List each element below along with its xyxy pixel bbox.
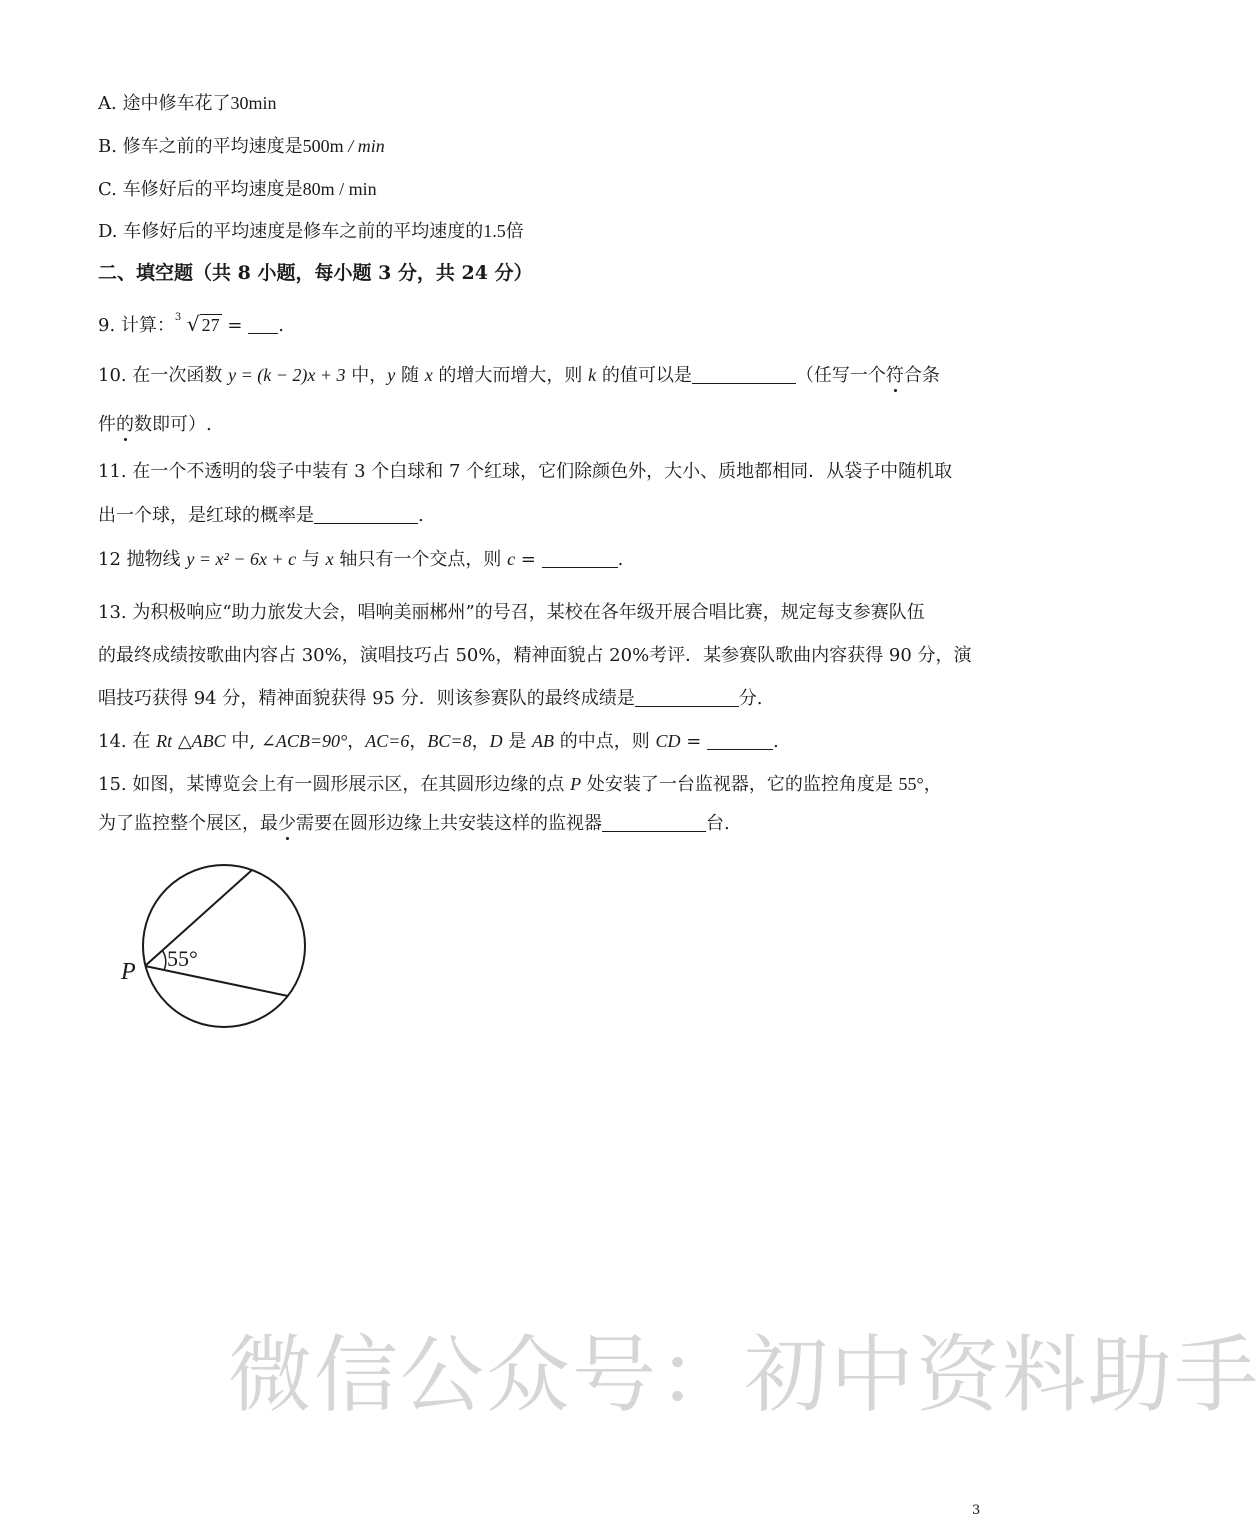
q10-emphasis-2: 件的数	[98, 414, 152, 435]
angle-arc	[162, 950, 166, 970]
radicand: 27	[201, 315, 220, 335]
q10-text-7: 即可）.	[152, 414, 212, 435]
q10-var-k: k	[588, 365, 597, 385]
question-10	[98, 362, 940, 389]
q9-equals: =	[221, 315, 249, 336]
q15-text-3: ，	[923, 774, 942, 795]
q15-text-2: 处安装了一台监视器，它的监控角度是	[581, 774, 899, 795]
q15-var-p: P	[570, 774, 582, 794]
q14-triangle: △ABC	[177, 731, 226, 751]
q12-var-c: c	[507, 549, 516, 569]
q15-answer-blank	[602, 813, 706, 832]
q14-cd: CD	[655, 731, 681, 751]
question-13-cont-2	[98, 686, 762, 712]
q9-end: .	[278, 315, 284, 336]
q11-line-2: 出一个球，是红球的概率是	[98, 505, 314, 526]
q14-text-1: 中,	[225, 731, 261, 752]
q15-line-2a: 为了监控整个展区，最	[98, 813, 278, 834]
q14-d: D	[489, 731, 503, 751]
option-a-value: 30min	[230, 93, 277, 113]
q12-equals: =	[515, 549, 542, 570]
option-c-value: 80m	[302, 179, 335, 199]
question-13-cont: 的最终成绩按歌曲内容占 30%，演唱技巧占 50%，精神面貌占 20%考评．某参赛队歌曲内容获得 90 分，演	[98, 645, 972, 666]
option-b-unit: min	[357, 136, 385, 156]
q15-text-1: 如图，某博览会上有一圆形展示区，在其圆形边缘的点	[132, 774, 571, 795]
question-14	[98, 728, 779, 755]
option-a	[98, 90, 276, 117]
q12-formula: y = x² − 6x + c	[186, 549, 297, 569]
q13-answer-blank	[635, 688, 739, 707]
q14-angle: ∠ACB=90°	[260, 731, 348, 751]
q10-answer-blank	[692, 365, 796, 384]
option-c-text: 车修好后的平均速度是	[122, 179, 303, 200]
option-b-sep: /	[343, 136, 358, 156]
page-number: 3	[972, 1503, 981, 1518]
q14-text-4: ，	[471, 731, 490, 752]
option-b-text: 修车之前的平均速度是	[122, 136, 303, 157]
option-a-prefix: A.	[98, 93, 123, 114]
q15-angle: 55°	[898, 774, 924, 794]
q14-bc: BC=8	[427, 731, 472, 751]
q14-number: 14. 在	[98, 731, 157, 752]
q12-text-3: 轴只有一个交点，则	[333, 549, 508, 570]
q10-var-x: x	[424, 365, 433, 385]
point-label: P	[121, 959, 136, 985]
q11-answer-blank	[314, 505, 418, 524]
question-15-cont	[98, 811, 730, 837]
section-heading: 二、填空题（共 8 小题，每小题 3 分，共 24 分）	[98, 262, 533, 284]
q12-text-2: 与	[296, 549, 326, 570]
q10-text-1: 在一次函数	[132, 365, 229, 386]
q12-var-x: x	[325, 549, 334, 569]
option-a-text: 途中修车花了	[122, 93, 231, 114]
q14-rt: Rt	[156, 731, 173, 751]
q10-text-4: 的增大而增大，则	[432, 365, 589, 386]
q10-emphasis-1: 一个符合条	[849, 365, 940, 386]
q10-text-5: 的值可以是	[596, 365, 692, 386]
option-d-text: 车修好后的平均速度是修车之前的平均速度的	[123, 221, 484, 242]
q9-text: 计算：	[120, 315, 175, 336]
cube-root	[175, 311, 222, 339]
q15-number: 15.	[98, 774, 133, 795]
q10-var-y: y	[387, 365, 396, 385]
circle-figure	[110, 862, 320, 1041]
option-b	[98, 133, 385, 160]
option-b-prefix: B.	[98, 136, 123, 157]
radical-sign: √	[186, 312, 200, 336]
option-b-value: 500m	[302, 136, 344, 156]
q14-equals: =	[680, 731, 708, 752]
q12-answer-blank	[542, 549, 618, 568]
q12-end: .	[617, 549, 624, 570]
option-c-sep: /	[334, 179, 349, 199]
circle-diagram	[110, 862, 320, 1037]
question-11-cont	[98, 503, 424, 529]
question-13: 13. 为积极响应“助力旅发大会，唱响美丽郴州”的号召，某校在各年级开展合唱比赛，规定每支参赛队伍	[98, 602, 925, 623]
option-d-value: 1.5	[483, 221, 506, 241]
q12-text-1: 抛物线	[126, 549, 187, 570]
q14-answer-blank	[707, 731, 773, 750]
option-c-prefix: C.	[98, 179, 123, 200]
q10-formula: y = (k − 2)x + 3	[228, 365, 346, 385]
question-15	[98, 771, 942, 798]
option-c	[98, 176, 377, 203]
chord-upper	[145, 870, 252, 966]
option-d-suffix: 倍	[505, 221, 524, 242]
question-12	[98, 546, 623, 573]
question-10-cont	[98, 412, 212, 438]
q15-emphasis: 少	[278, 813, 296, 834]
question-9	[98, 311, 284, 339]
root-index: 3	[174, 312, 182, 323]
option-d	[98, 218, 524, 245]
q13-end: 分.	[738, 688, 763, 709]
q14-ac: AC=6	[365, 731, 410, 751]
q11-end: .	[418, 505, 424, 526]
q14-text-2: ，	[347, 731, 366, 752]
q10-text-3: 随	[395, 365, 425, 386]
q14-text-6: 的中点，则	[554, 731, 656, 752]
q14-ab: AB	[532, 731, 555, 751]
q14-end: .	[773, 731, 779, 752]
q9-number: 9.	[98, 315, 121, 336]
q14-text-3: ，	[409, 731, 428, 752]
q15-end: 台.	[706, 813, 730, 834]
option-c-unit: min	[348, 179, 377, 199]
question-11: 11. 在一个不透明的袋子中装有 3 个白球和 7 个红球，它们除颜色外，大小、质地都相同．从袋子中随机取	[98, 461, 953, 482]
angle-label: 55°	[167, 946, 198, 971]
q14-text-5: 是	[502, 731, 533, 752]
watermark: 微信公众号：初中资料助手	[228, 1326, 1260, 1424]
q12-number: 12	[98, 549, 127, 570]
q10-text-2: 中，	[345, 365, 388, 386]
q15-line-2c: 需要在圆形边缘上共安装这样的监视器	[296, 813, 602, 834]
q10-text-6: （任写	[795, 365, 850, 386]
option-d-prefix: D.	[98, 221, 124, 242]
q13-line-3: 唱技巧获得 94 分，精神面貌获得 95 分．则该参赛队的最终成绩是	[98, 688, 635, 709]
q9-answer-blank	[248, 315, 278, 334]
q10-number: 10.	[98, 365, 133, 386]
